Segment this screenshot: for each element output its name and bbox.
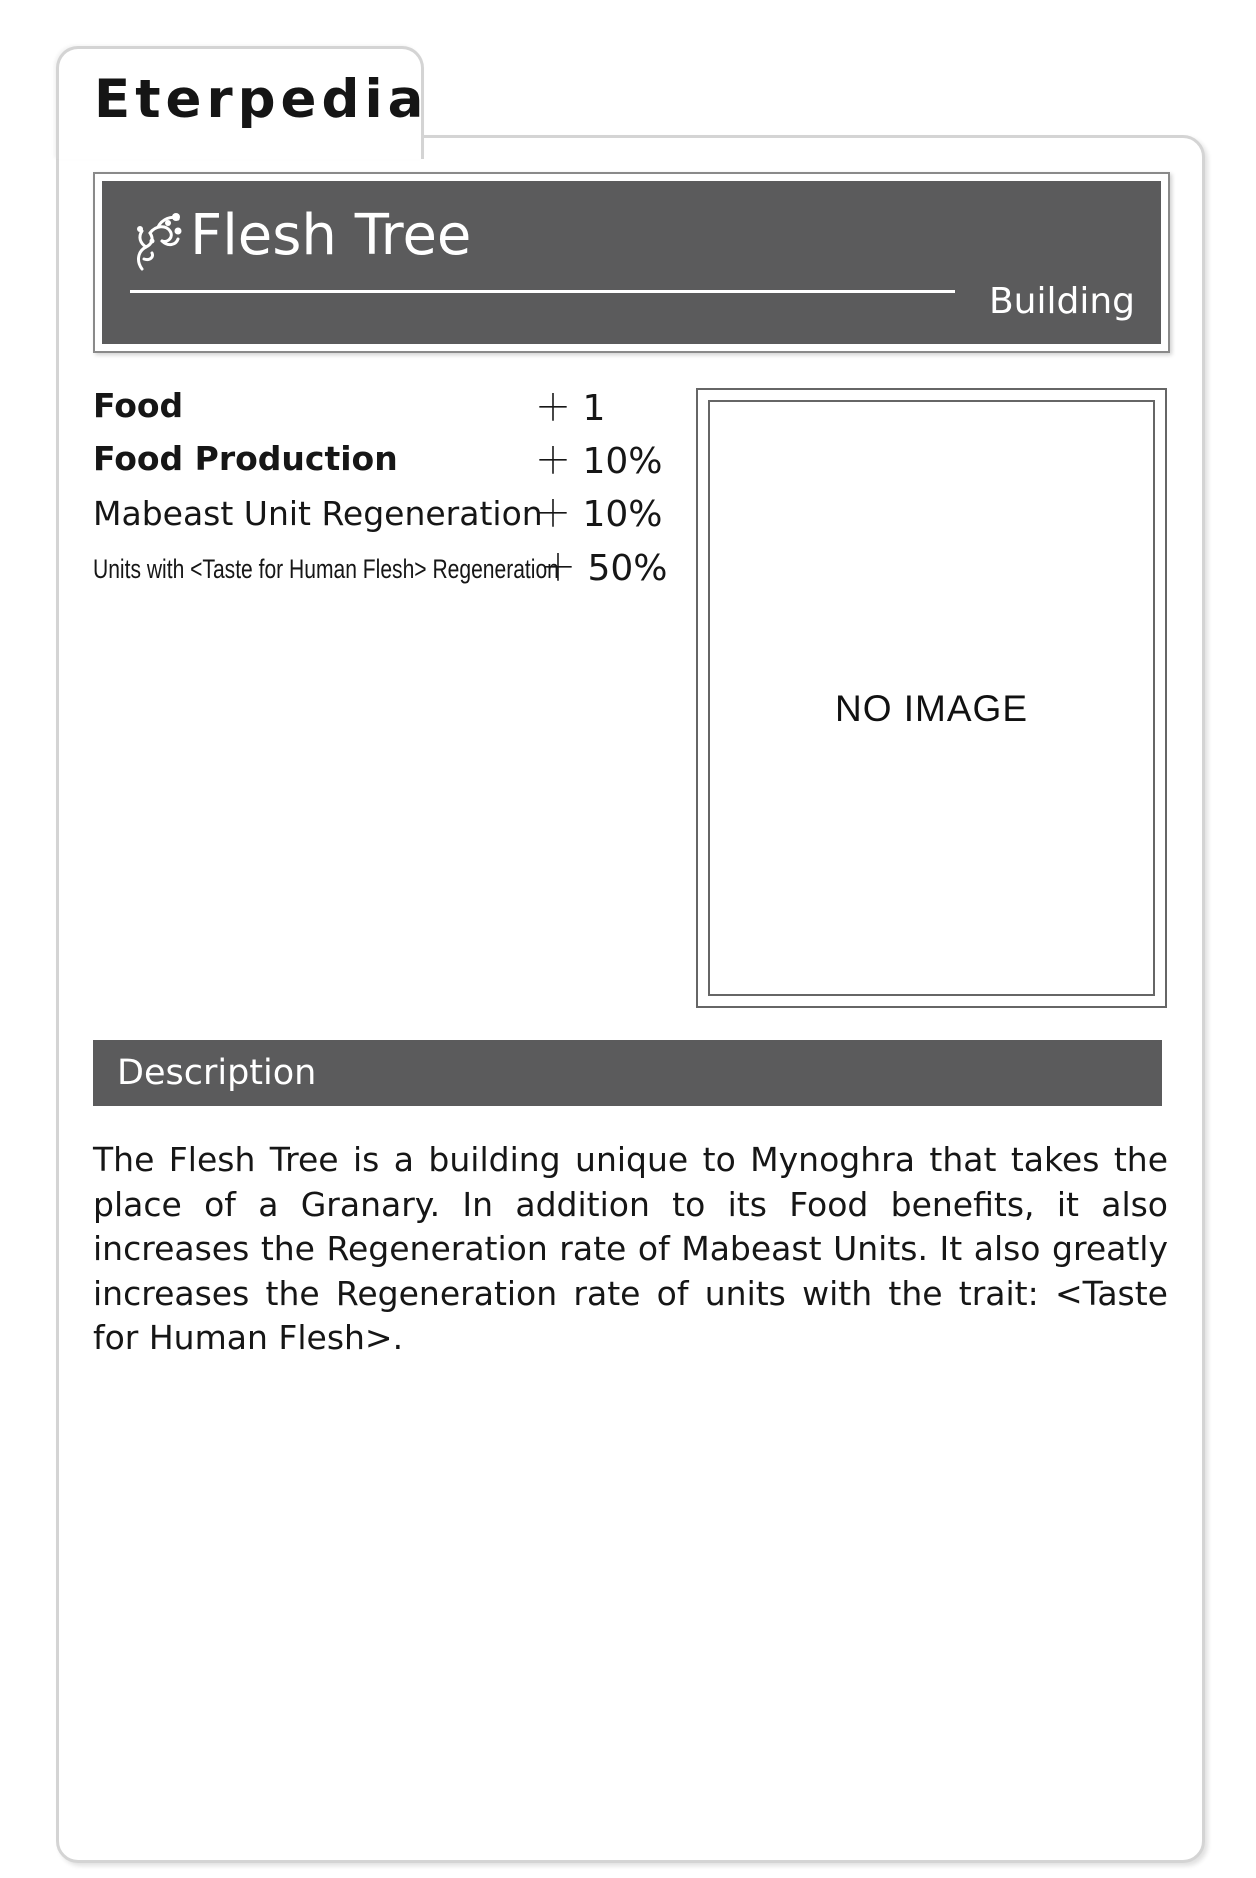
entry-header	[93, 172, 1170, 353]
stat-value: ＋ 10%	[535, 441, 663, 482]
entry-title: Flesh Tree	[190, 203, 472, 268]
description-header	[93, 1040, 1162, 1106]
stat-value: ＋ 10%	[535, 494, 663, 535]
stat-row-food	[93, 380, 673, 432]
stat-row-mabeast-regeneration	[93, 486, 673, 538]
stat-row-taste-for-human-flesh	[93, 540, 673, 592]
stat-row-food-production	[93, 433, 673, 485]
stat-value: ＋ 1	[535, 388, 606, 429]
description-body: The Flesh Tree is a building unique to Mynoghra that takes the place of a Granary. In addition to its Food benefits, it also increases the Regeneration rate of Mabeast Units. It also greatly increases the Regeneration rate of units with the trait: <Taste for Human Flesh>.	[93, 1140, 1168, 1357]
tab-joint	[59, 130, 415, 142]
eterpedia-title: Eterpedia	[94, 69, 429, 130]
no-image-text: NO IMAGE	[834, 688, 1029, 729]
title-underline	[130, 290, 955, 293]
flesh-tree-emblem-icon	[132, 211, 184, 273]
stat-label: Mabeast Unit Regeneration	[93, 494, 543, 533]
eterpedia-tab	[56, 46, 429, 159]
stat-label: Food	[93, 386, 184, 425]
description-heading: Description	[117, 1053, 317, 1093]
entry-image-frame	[696, 388, 1167, 1008]
stat-value: ＋ 50%	[540, 548, 668, 589]
entry-image-inner-border	[708, 400, 1155, 996]
stat-label: Food Production	[93, 439, 398, 478]
entry-header-banner	[102, 181, 1161, 344]
entry-category: Building	[988, 281, 1135, 322]
stat-label: Units with <Taste for Human Flesh> Regeneration	[93, 554, 559, 584]
